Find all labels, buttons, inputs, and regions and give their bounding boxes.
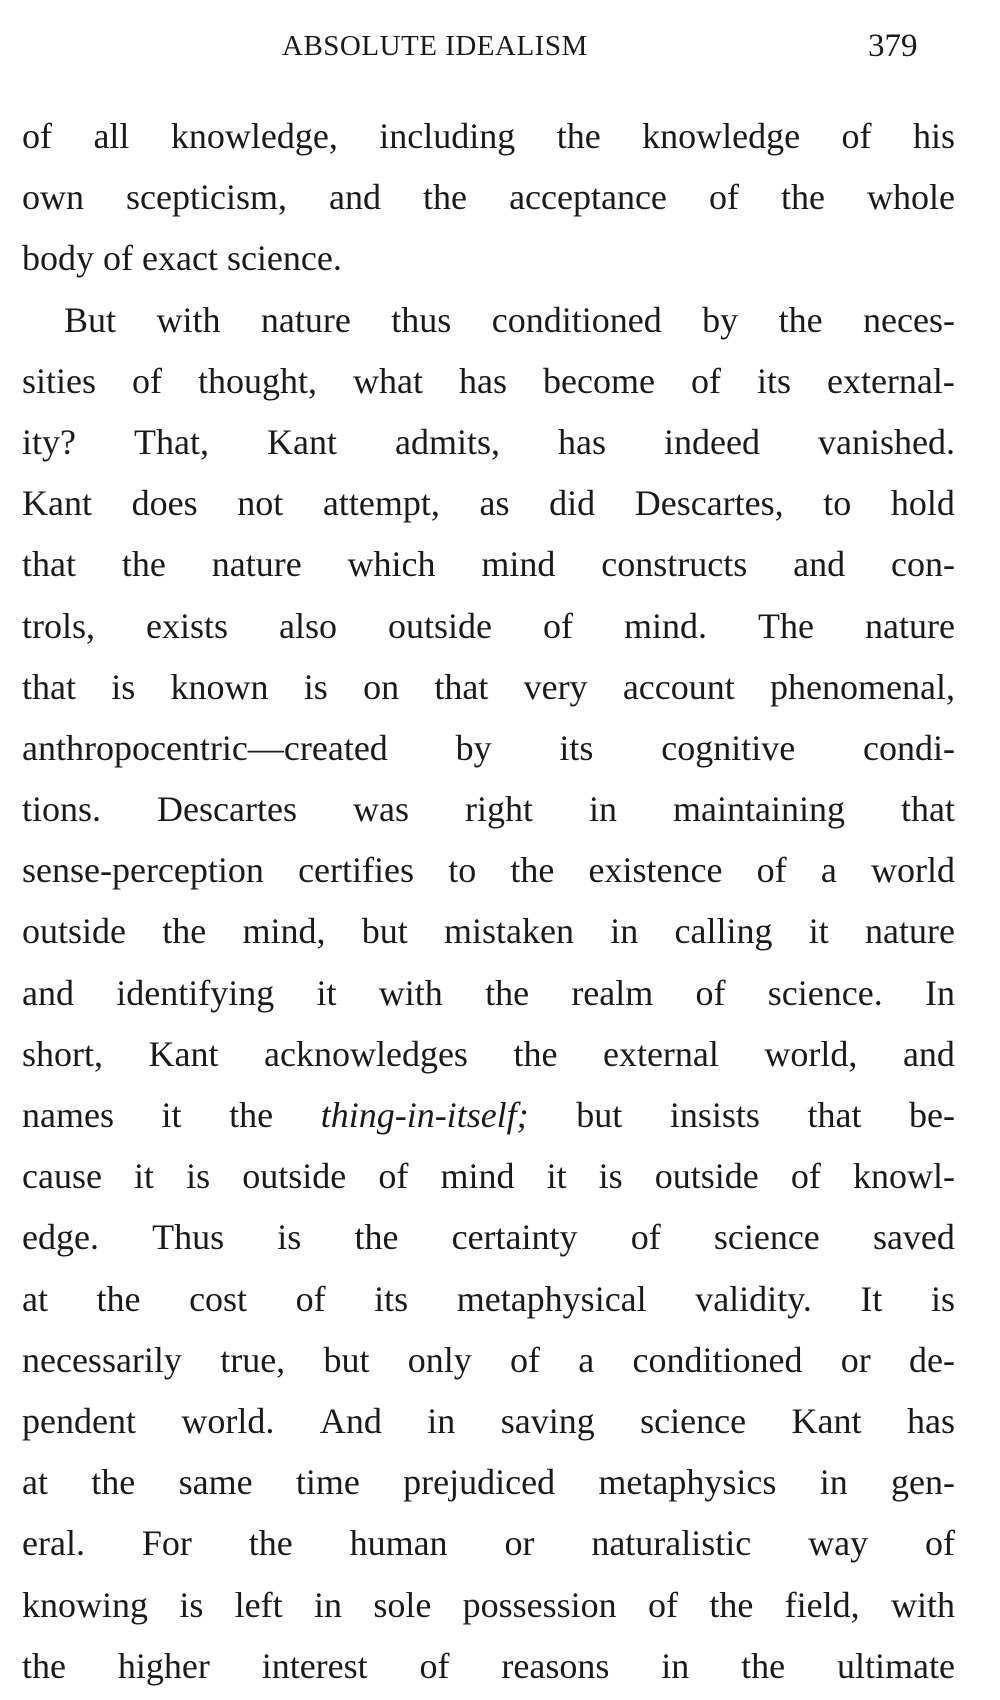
word: short, xyxy=(22,1033,103,1074)
word: external xyxy=(602,1033,719,1074)
word: the xyxy=(229,1095,274,1135)
text-line xyxy=(22,106,955,167)
word: necessarily xyxy=(22,1339,182,1380)
word: is xyxy=(930,1278,955,1319)
word: human xyxy=(349,1523,448,1564)
word: own xyxy=(22,177,84,218)
word: anthropocentric—created xyxy=(22,727,388,768)
word: conditioned xyxy=(491,299,662,340)
word: in xyxy=(313,1584,342,1625)
word: of xyxy=(841,116,872,156)
word: a xyxy=(820,850,837,891)
text-line xyxy=(22,840,955,901)
text-line xyxy=(22,1024,955,1085)
word: is xyxy=(186,1156,211,1197)
word: constructs xyxy=(601,544,748,585)
word: but xyxy=(361,911,408,952)
text-line xyxy=(22,534,955,595)
word: has xyxy=(558,421,607,462)
word: interest xyxy=(261,1645,368,1686)
word: in xyxy=(427,1400,456,1441)
running-title: ABSOLUTE IDEALISM xyxy=(282,30,588,62)
word: outside xyxy=(654,1156,759,1197)
word: nature xyxy=(865,911,955,952)
word: tions. xyxy=(22,789,102,830)
word: or xyxy=(504,1523,535,1564)
word: world, xyxy=(764,1033,858,1074)
word: as xyxy=(479,483,510,524)
word: by xyxy=(455,727,492,768)
text-line xyxy=(22,901,955,962)
word: It xyxy=(860,1278,883,1319)
word: cost xyxy=(189,1278,248,1319)
word: with xyxy=(156,299,221,340)
word: the xyxy=(780,177,825,218)
word: neces- xyxy=(863,299,955,340)
word: calling xyxy=(674,911,773,952)
word: reasons xyxy=(501,1645,610,1686)
word: the xyxy=(778,299,823,340)
word: Kant xyxy=(267,421,337,462)
word: validity. xyxy=(695,1278,812,1319)
word: outside xyxy=(242,1156,347,1197)
word: of xyxy=(756,850,787,891)
word: account xyxy=(622,666,735,707)
word: his xyxy=(912,116,955,156)
text-line xyxy=(22,1513,955,1574)
text-line xyxy=(22,228,955,289)
text-line xyxy=(22,963,955,1024)
word: And xyxy=(319,1400,382,1441)
word: science. xyxy=(226,238,342,279)
word: That, xyxy=(134,421,209,462)
word: only xyxy=(407,1339,472,1380)
word: science xyxy=(713,1217,820,1258)
word: admits, xyxy=(395,421,500,462)
word: knowledge xyxy=(642,116,801,156)
word: the xyxy=(91,1462,136,1503)
word: to xyxy=(823,483,852,524)
word: mind, xyxy=(242,911,326,952)
word: Descartes xyxy=(157,789,297,830)
word: of xyxy=(648,1584,679,1625)
word: of xyxy=(790,1156,821,1197)
word: but xyxy=(323,1339,370,1380)
word: existence xyxy=(588,850,723,891)
word: conditioned xyxy=(632,1339,803,1380)
word: outside xyxy=(22,911,126,952)
word: outside xyxy=(388,605,493,646)
word: names xyxy=(22,1095,114,1135)
word: world. xyxy=(181,1400,275,1441)
word: of xyxy=(295,1278,326,1319)
word: with xyxy=(378,972,443,1013)
word: certifies xyxy=(298,850,415,891)
word: cognitive xyxy=(661,727,796,768)
word: metaphysical xyxy=(456,1278,647,1319)
word: nature xyxy=(260,299,351,340)
word: vanished. xyxy=(818,421,955,462)
word: insists xyxy=(669,1095,760,1135)
word: of xyxy=(22,116,52,156)
word: higher xyxy=(117,1645,210,1686)
word: become xyxy=(543,360,655,401)
word: acknowledges xyxy=(264,1033,468,1074)
word: prejudiced xyxy=(403,1462,556,1503)
word: nature xyxy=(211,544,302,585)
word: left xyxy=(234,1584,283,1625)
word: of xyxy=(925,1523,955,1564)
word: mind. xyxy=(624,605,708,646)
word: was xyxy=(352,789,409,830)
word: and xyxy=(793,544,846,585)
word: knowing xyxy=(22,1584,148,1625)
word: of xyxy=(695,972,726,1013)
word: but xyxy=(576,1095,623,1135)
word: at xyxy=(22,1278,48,1319)
word: the xyxy=(485,972,530,1013)
word: of xyxy=(419,1645,450,1686)
word: is xyxy=(179,1584,204,1625)
running-head xyxy=(0,30,1000,70)
text-line xyxy=(22,412,955,473)
word: attempt, xyxy=(322,483,440,524)
word: on xyxy=(363,666,400,707)
word: Kant xyxy=(148,1033,219,1074)
word: the xyxy=(510,850,555,891)
word: the xyxy=(22,1645,66,1686)
text-line xyxy=(22,1575,955,1636)
word: has xyxy=(906,1400,955,1441)
word: mistaken xyxy=(444,911,574,952)
text-line xyxy=(22,1085,955,1146)
word: is xyxy=(598,1156,623,1197)
word: ity? xyxy=(22,421,76,462)
word: knowledge, xyxy=(170,116,338,156)
word: its xyxy=(374,1278,409,1319)
word: the xyxy=(162,911,207,952)
word: mind xyxy=(481,544,556,585)
word: that xyxy=(901,789,955,830)
word: naturalistic xyxy=(591,1523,752,1564)
word: does xyxy=(131,483,198,524)
text-line xyxy=(22,1452,955,1513)
word: did xyxy=(549,483,596,524)
word: it xyxy=(546,1156,567,1197)
word: the xyxy=(556,116,601,156)
word: exact xyxy=(142,238,218,279)
word: of xyxy=(690,360,721,401)
word: gen- xyxy=(891,1462,955,1503)
word: the xyxy=(741,1645,786,1686)
word: maintaining xyxy=(673,789,845,830)
word: knowl- xyxy=(852,1156,955,1197)
text-line xyxy=(22,1391,955,1452)
word: very xyxy=(523,666,588,707)
word: that xyxy=(22,544,76,585)
word: possession xyxy=(462,1584,617,1625)
word: its xyxy=(756,360,791,401)
word: condi- xyxy=(862,727,955,768)
word: be- xyxy=(909,1095,955,1135)
word: in xyxy=(589,789,618,830)
word: has xyxy=(459,360,508,401)
word: Thus xyxy=(152,1217,225,1258)
word: that xyxy=(22,666,76,707)
word: In xyxy=(925,972,955,1013)
word: identifying xyxy=(116,972,275,1013)
text-line xyxy=(22,718,955,779)
word: de- xyxy=(909,1339,955,1380)
word: same xyxy=(178,1462,253,1503)
word: of xyxy=(630,1217,661,1258)
word: metaphysics xyxy=(598,1462,777,1503)
word: it xyxy=(134,1156,155,1197)
word: with xyxy=(890,1584,955,1625)
text-line xyxy=(22,1207,955,1268)
body-text xyxy=(22,106,955,1697)
word: saving xyxy=(500,1400,595,1441)
word: eral. xyxy=(22,1523,85,1564)
word: by xyxy=(702,299,739,340)
word: of xyxy=(708,177,739,218)
word: phenomenal, xyxy=(770,666,955,707)
text-line xyxy=(22,351,955,412)
text-line xyxy=(22,1146,955,1207)
word: and xyxy=(22,972,74,1013)
word: mind xyxy=(440,1156,515,1197)
word: time xyxy=(295,1462,360,1503)
word: edge. xyxy=(22,1217,99,1258)
word: also xyxy=(279,605,338,646)
word: the xyxy=(423,177,468,218)
word: world xyxy=(870,850,955,891)
word: saved xyxy=(872,1217,955,1258)
text-line xyxy=(22,1330,955,1391)
word: that xyxy=(434,666,489,707)
word: Kant xyxy=(791,1400,862,1441)
word: it xyxy=(808,911,829,952)
word: not xyxy=(237,483,284,524)
word: ultimate xyxy=(837,1645,955,1686)
word: the xyxy=(709,1584,754,1625)
word: indeed xyxy=(664,421,760,462)
word: of xyxy=(510,1339,540,1380)
word: true, xyxy=(220,1339,286,1380)
word: is xyxy=(277,1217,302,1258)
word: the xyxy=(513,1033,558,1074)
word: For xyxy=(141,1523,192,1564)
word: of xyxy=(543,605,574,646)
word: cause xyxy=(22,1156,102,1197)
word: the xyxy=(96,1278,141,1319)
word: Descartes, xyxy=(634,483,784,524)
word: is xyxy=(111,666,136,707)
word: and xyxy=(329,177,382,218)
word: thought, xyxy=(198,360,318,401)
word: it xyxy=(161,1095,182,1135)
text-line xyxy=(22,473,955,534)
word: known xyxy=(170,666,269,707)
word: or xyxy=(840,1339,871,1380)
text-line xyxy=(22,779,955,840)
text-line xyxy=(22,290,955,351)
word: field, xyxy=(784,1584,860,1625)
word: to xyxy=(448,850,477,891)
word: scepticism, xyxy=(126,177,287,218)
word: hold xyxy=(890,483,955,524)
word: The xyxy=(758,605,815,646)
word: the xyxy=(354,1217,399,1258)
word: body xyxy=(22,238,94,279)
word: is xyxy=(303,666,328,707)
italic-word: thing-in-itself; xyxy=(320,1095,529,1135)
text-line xyxy=(22,1636,955,1697)
word: certainty xyxy=(451,1217,578,1258)
word: the xyxy=(248,1523,293,1564)
word: of xyxy=(103,238,133,279)
word: sense-perception xyxy=(22,850,264,891)
word: sole xyxy=(373,1584,432,1625)
word: it xyxy=(316,972,337,1013)
word: its xyxy=(559,727,594,768)
word: way xyxy=(808,1523,869,1564)
word: pendent xyxy=(22,1400,136,1441)
word: of xyxy=(378,1156,409,1197)
word: of xyxy=(132,360,163,401)
word: in xyxy=(661,1645,690,1686)
word: con- xyxy=(891,544,955,585)
word: trols, xyxy=(22,605,96,646)
word: including xyxy=(379,116,516,156)
word: Kant xyxy=(22,483,92,524)
text-line xyxy=(22,657,955,718)
word: exists xyxy=(146,605,229,646)
word: the xyxy=(121,544,166,585)
word: thus xyxy=(391,299,452,340)
word: what xyxy=(353,360,424,401)
word: and xyxy=(902,1033,955,1074)
word: in xyxy=(819,1462,848,1503)
word: science xyxy=(640,1400,747,1441)
word: But xyxy=(64,299,117,340)
word: nature xyxy=(865,605,955,646)
word: realm xyxy=(571,972,654,1013)
text-line xyxy=(22,167,955,228)
word: all xyxy=(93,116,130,156)
page-number: 379 xyxy=(868,28,918,64)
word: science. xyxy=(767,972,883,1013)
word: a xyxy=(578,1339,595,1380)
text-line xyxy=(22,596,955,657)
word: that xyxy=(807,1095,862,1135)
text-line xyxy=(22,1269,955,1330)
word: acceptance xyxy=(509,177,667,218)
word: whole xyxy=(867,177,955,218)
word: external- xyxy=(826,360,955,401)
word: which xyxy=(347,544,436,585)
word: right xyxy=(464,789,533,830)
word: sities xyxy=(22,360,97,401)
word: at xyxy=(22,1462,48,1503)
word: in xyxy=(610,911,639,952)
